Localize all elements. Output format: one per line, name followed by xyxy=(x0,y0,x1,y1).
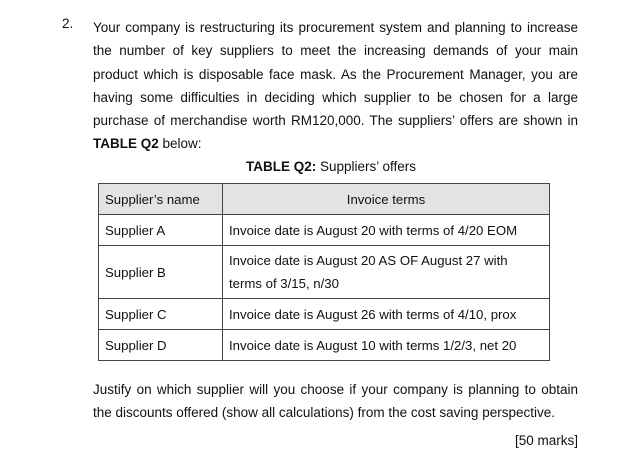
suppliers-offers-table xyxy=(98,183,550,361)
marks-allocation: [50 marks] xyxy=(514,433,578,448)
supplier-name-cell: Supplier A xyxy=(99,215,223,246)
table-row xyxy=(99,330,550,361)
table-caption xyxy=(0,159,640,174)
question-number: 2. xyxy=(62,16,74,31)
supplier-name-cell: Supplier D xyxy=(99,330,223,361)
table-caption-title: Suppliers’ offers xyxy=(316,159,417,174)
intro-text: Your company is restructuring its procurement system and planning to increase the number of key suppliers to meet the increasing demands of your main product which is disposable face mask. As the Procurement Manager, you are having some difficulties in deciding which supplier to be chosen for a large purchase of merchandise worth RM120,000. The suppliers’ offers are shown in xyxy=(93,20,578,129)
header-invoice-terms: Invoice terms xyxy=(223,184,550,215)
invoice-terms-cell: Invoice date is August 20 AS OF August 27 with terms of 3/15, n/30 xyxy=(223,246,550,299)
supplier-name-cell: Supplier B xyxy=(99,246,223,299)
invoice-terms-cell: Invoice date is August 26 with terms of 4/10, prox xyxy=(223,299,550,330)
intro-text-end: below: xyxy=(158,136,202,152)
invoice-terms-cell: Invoice date is August 20 with terms of 4/20 EOM xyxy=(223,215,550,246)
question-task: Justify on which supplier will you choose if your company is planning to obtain the discounts offered (show all calculations) from the cost saving perspective. xyxy=(93,382,578,421)
question-intro xyxy=(93,16,578,156)
header-supplier-name: Supplier’s name xyxy=(99,184,223,215)
table-caption-label: TABLE Q2: xyxy=(245,159,317,174)
invoice-terms-cell: Invoice date is August 10 with terms 1/2/3, net 20 xyxy=(223,330,550,361)
table-row xyxy=(99,215,550,246)
table-reference: TABLE Q2 xyxy=(93,136,159,152)
table-row xyxy=(99,299,550,330)
supplier-name-cell: Supplier C xyxy=(99,299,223,330)
table-header-row xyxy=(99,184,550,215)
table-row xyxy=(99,246,550,299)
